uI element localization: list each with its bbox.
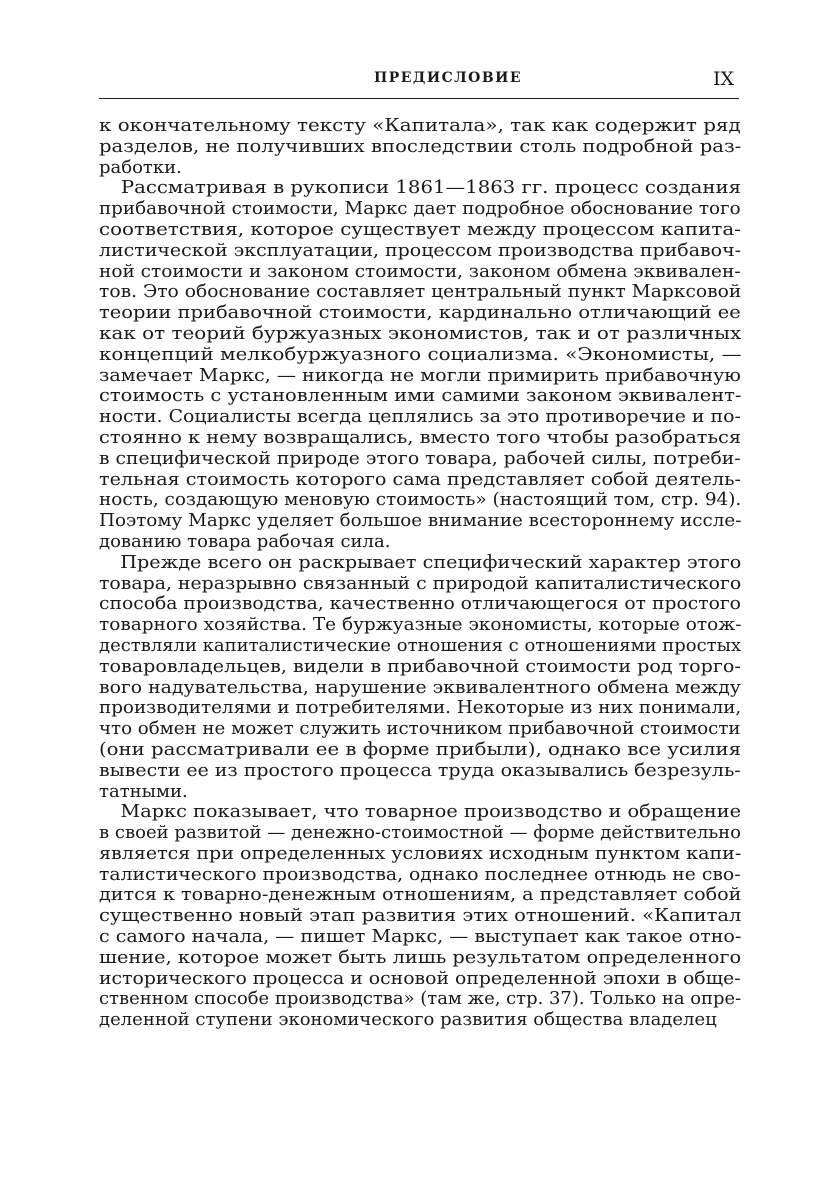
paragraph [99,178,741,552]
text-line: существенно новый этап развития этих отношений. «Капитал [99,905,742,927]
page-number: IX [713,68,735,90]
text-line: с самого начала, — пишет Маркс, — выступает как такое отно- [99,926,742,948]
text-line: Рассматривая в рукописи 1861—1863 гг. процесс создания [120,177,742,199]
text-line: ной стоимости и законом стоимости, законом обмена эквивален- [99,260,741,282]
text-line: шение, которое может быть лишь результатом определенного [99,946,742,968]
text-line: ности. Социалисты всегда цеплялись за это противоречие и по- [99,406,741,428]
text-line: деленной ступени экономического развития общества владелец [99,1009,717,1031]
text-line: Маркс показывает, что товарное производство и обращение [120,801,742,823]
text-line: разделов, не получивших впоследствии столь подробной раз- [99,135,742,157]
text-line: производителями и потребителями. Некоторые из них понимали, [99,697,742,719]
text-line: ность, создающую меновую стоимость» (настоящий том, стр. 94). [99,489,742,511]
text-line: стоянно к нему возвращались, вместо того чтобы разобраться [99,426,742,448]
text-line: дованию товара рабочая сила. [99,530,391,552]
text-line: замечает Маркс, — никогда не могли примирить прибавочную [99,364,741,386]
text-line: товара, неразрывно связанный с природой капиталистического [99,572,742,594]
paragraph [99,116,741,178]
text-line: товарного хозяйства. Те буржуазные экономисты, которые отож- [99,614,742,636]
text-line: вывести ее из простого процесса труда оказывались безрезуль- [99,759,741,781]
text-line: концепций мелкобуржуазного социализма. «Экономисты, — [99,343,742,365]
text-line: исторического процесса и основой определенной эпохи в обще- [99,967,741,989]
text-line: дится к товарно-денежным отношениям, а представляет собой [99,884,742,906]
text-line: тов. Это обоснование составляет центральный пункт Марксовой [99,281,742,303]
paragraph [99,802,741,1031]
text-line: работки. [99,156,182,178]
text-line: соответствия, которое существует между процессом капита- [99,218,741,240]
text-line: татными. [99,780,188,802]
running-title: ПРЕДИСЛОВИЕ [374,70,523,86]
text-line: Поэтому Маркс уделяет большое внимание всестороннему иссле- [99,510,742,532]
text-line: товаровладельцев, видели в прибавочной стоимости род торго- [99,655,741,677]
text-line: дествляли капиталистические отношения с отношениями простых [99,634,742,656]
text-line: листической эксплуатации, процессом производства прибавоч- [99,239,742,261]
text-line: прибавочной стоимости, Маркс дает подробное обоснование того [99,198,741,220]
text-line: талистического производства, однако последнее отнюдь не сво- [99,863,741,885]
text-line: стоимость с установленным ими самими законом эквивалент- [99,385,742,407]
body-text [99,116,741,1031]
paragraph [99,553,741,803]
header-rule [99,98,739,99]
text-line: (они рассматривали ее в форме прибыли), однако все усилия [99,738,742,760]
text-line: способа производства, качественно отличающегося от простого [99,593,741,615]
text-line: вого надувательства, нарушение эквивалентного обмена между [99,676,741,698]
text-line: в своей развитой — денежно-стоимостной — форме действительно [99,822,742,844]
text-line: ственном способе производства» (там же, стр. 37). Только на опре- [99,988,742,1010]
text-line: как от теорий буржуазных экономистов, так и от различных [99,322,742,344]
text-line: является при определенных условиях исходным пунктом капи- [99,842,742,864]
text-line: к окончательному тексту «Капитала», так как содержит ряд [99,115,741,136]
text-line: теории прибавочной стоимости, кардинально отличающий ее [99,302,741,324]
text-line: в специфической природе этого товара, рабочей силы, потреби- [99,447,741,469]
text-line: тельная стоимость которого сама представляет собой деятель- [99,468,742,490]
text-line: Прежде всего он раскрывает специфический характер этого [120,551,742,573]
text-line: что обмен не может служить источником прибавочной стоимости [99,718,741,740]
